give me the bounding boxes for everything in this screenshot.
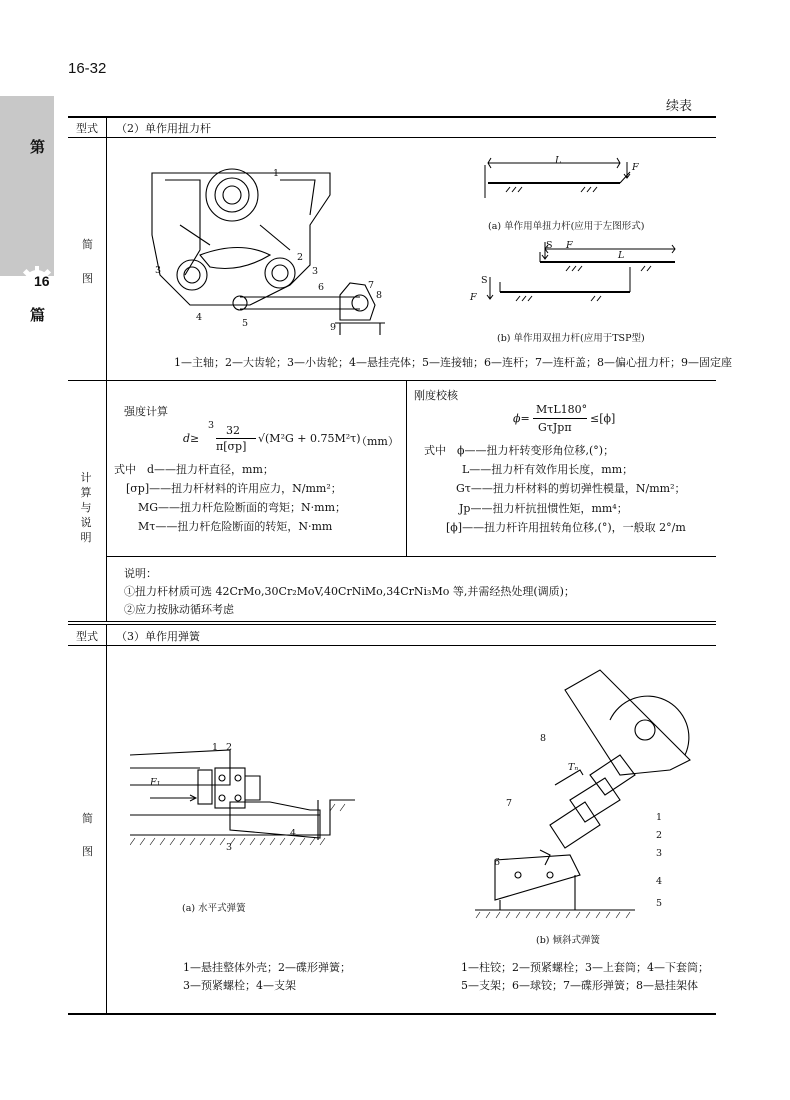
chapter-char: 第 bbox=[30, 138, 46, 156]
callout: 3 bbox=[656, 848, 663, 859]
column-divider bbox=[106, 116, 107, 621]
figure-caption: (b) 倾斜式弹簧 bbox=[536, 935, 601, 946]
column-divider bbox=[106, 624, 107, 1013]
force-F1: F₁ bbox=[150, 777, 161, 788]
row-divider bbox=[68, 645, 716, 646]
callout: 8 bbox=[376, 290, 383, 301]
note-item: ①扭力杆材质可选 42CrMo,30Cr₂MoV,40CrNiMo,34CrNi₃Mo 等,并需经热处理(调质)； bbox=[124, 585, 575, 598]
horizontal-spring-figure bbox=[130, 740, 355, 855]
callout: 3 bbox=[226, 842, 233, 853]
continued-label: 续表 bbox=[665, 99, 692, 114]
definition: Jp——扭力杆抗扭惯性矩，mm⁴； bbox=[459, 502, 628, 515]
definition: [ϕ]——扭力杆许用扭转角位移,(°)，一般取 2°/m bbox=[446, 521, 686, 534]
dimension-S: S bbox=[546, 240, 553, 251]
callout: 4 bbox=[656, 876, 663, 887]
diagram-label-char: 图 bbox=[82, 845, 93, 858]
callout: 5 bbox=[242, 318, 249, 329]
definition: 式中 d——扭力杆直径，mm； bbox=[114, 463, 274, 476]
row-label-char: 算 bbox=[80, 486, 92, 499]
figure-caption: (a) 水平式弹簧 bbox=[182, 903, 246, 914]
callout: 4 bbox=[290, 828, 297, 839]
notes-title: 说明： bbox=[124, 567, 157, 580]
row-label-char: 与 bbox=[80, 501, 92, 514]
row-divider bbox=[68, 621, 716, 622]
chapter-number: 16 bbox=[34, 273, 50, 289]
callout: 5 bbox=[656, 898, 663, 909]
callout: 1 bbox=[212, 742, 219, 753]
force-F: F bbox=[470, 292, 477, 303]
formula-unit: （mm） bbox=[356, 435, 399, 448]
definition: Gτ——扭力杆材料的剪切弹性模量，N/mm²； bbox=[456, 482, 686, 495]
diagram-label-char: 简 bbox=[82, 238, 93, 251]
cube-root-index: 3 bbox=[208, 420, 215, 431]
force-F: F bbox=[632, 162, 639, 173]
callout: 3 bbox=[312, 266, 319, 277]
definition: Mτ——扭力杆危险断面的转矩，N·mm bbox=[138, 520, 333, 533]
note-item: ②应力按脉动循环考虑 bbox=[124, 603, 234, 616]
callout: 8 bbox=[540, 733, 547, 744]
callout: 1 bbox=[273, 168, 280, 179]
double-torsion-bar-figure bbox=[480, 237, 680, 307]
row-divider bbox=[106, 556, 716, 557]
diagram-label-char: 图 bbox=[82, 272, 93, 285]
fraction-bar bbox=[533, 418, 587, 419]
figure-caption: (a) 单作用单扭力杆(应用于左图形式) bbox=[488, 221, 645, 232]
part-char: 篇 bbox=[30, 306, 46, 324]
figure-legend: 1—悬挂整体外壳；2—碟形弹簧； bbox=[183, 961, 351, 974]
figure-legend: 5—支架；6—球铰；7—碟形弹簧；8—悬挂架体 bbox=[461, 979, 698, 992]
strength-title: 强度计算 bbox=[124, 405, 168, 418]
table-bottom-border bbox=[68, 1013, 716, 1015]
stiffness-title: 刚度校核 bbox=[414, 389, 458, 402]
callout: 4 bbox=[196, 312, 203, 323]
figure-caption: (b) 单作用双扭力杆(应用于TSP型) bbox=[497, 333, 645, 344]
type-label: 型式 bbox=[76, 122, 98, 135]
dimension-L: L bbox=[618, 250, 625, 261]
callout: 9 bbox=[330, 322, 337, 333]
formula-lhs: ϕ= bbox=[513, 412, 530, 425]
callout: 3 bbox=[155, 265, 162, 276]
formula-root: √(M²G + 0.75M²τ) bbox=[258, 432, 361, 445]
force-F: F bbox=[566, 240, 573, 251]
definition: 式中 ϕ——扭力杆转变形角位移,(°)； bbox=[424, 444, 615, 457]
torsion-bar-machine-figure bbox=[140, 155, 400, 340]
section-title: （2）单作用扭力杆 bbox=[116, 122, 211, 135]
single-torsion-bar-figure bbox=[480, 150, 670, 200]
callout: 2 bbox=[656, 830, 663, 841]
definition: [σp]——扭力杆材料的许用应力，N/mm²； bbox=[126, 482, 342, 495]
inclined-spring-figure bbox=[470, 660, 700, 920]
row-label-char: 明 bbox=[80, 531, 92, 544]
figure-legend: 1—柱铰；2—预紧螺栓；3—上套筒；4—下套筒； bbox=[461, 961, 709, 974]
page-number: 16-32 bbox=[68, 60, 107, 77]
formula-denominator: GτJpπ bbox=[538, 421, 572, 434]
figure-legend: 3—预紧螺栓；4—支架 bbox=[183, 979, 296, 992]
definition: L——扭力杆有效作用长度，mm； bbox=[462, 463, 634, 476]
row-divider bbox=[68, 380, 716, 381]
formula-numerator: MτL180° bbox=[536, 403, 588, 416]
row-label-char: 计 bbox=[80, 471, 92, 484]
table-top-border bbox=[68, 116, 716, 118]
callout: 2 bbox=[226, 742, 233, 753]
formula-denominator: π[σp] bbox=[216, 440, 247, 453]
formula-rhs: ≤[ϕ] bbox=[590, 412, 616, 425]
callout: 6 bbox=[318, 282, 325, 293]
formula-numerator: 32 bbox=[226, 424, 240, 437]
row-label-char: 说 bbox=[80, 516, 92, 529]
figure-legend: 1—主轴；2—大齿轮；3—小齿轮；4—悬挂壳体；5—连接轴；6—连杆；7—连杆盖；8—偏心扭力杆；9—固定座 bbox=[174, 356, 732, 369]
row-divider bbox=[68, 137, 716, 138]
dimension-S: S bbox=[481, 275, 488, 286]
column-divider bbox=[406, 380, 407, 556]
type-label: 型式 bbox=[76, 630, 98, 643]
fraction-bar bbox=[216, 438, 256, 439]
callout: 6 bbox=[494, 857, 501, 868]
callout: 2 bbox=[297, 252, 304, 263]
callout: 7 bbox=[368, 280, 375, 291]
chapter-side-tab bbox=[0, 96, 54, 324]
callout: 1 bbox=[656, 812, 663, 823]
section-title: （3）单作用弹簧 bbox=[116, 630, 200, 643]
row-divider bbox=[68, 624, 716, 625]
formula-lhs: d≥ bbox=[183, 432, 200, 445]
torque-Tn: Tₙ bbox=[568, 762, 579, 773]
callout: 7 bbox=[506, 798, 513, 809]
diagram-label-char: 简 bbox=[82, 812, 93, 825]
definition: MG——扭力杆危险断面的弯矩；N·mm； bbox=[138, 501, 347, 514]
dimension-L: L bbox=[555, 155, 562, 166]
